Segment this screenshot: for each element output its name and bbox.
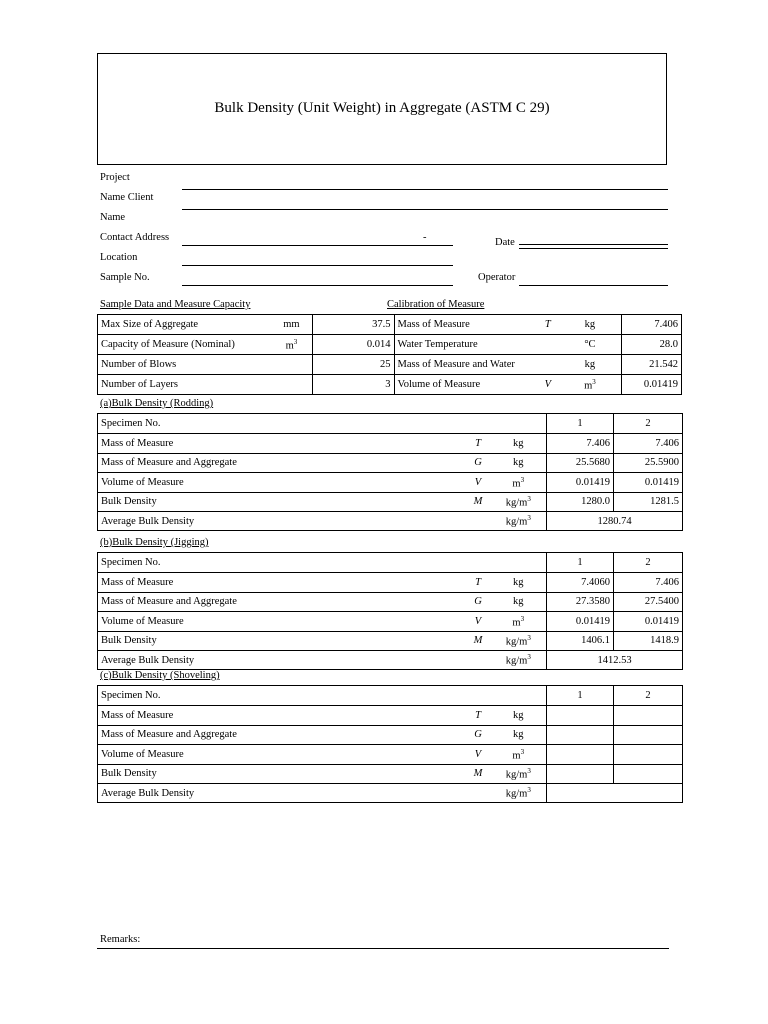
row-unit: kg: [491, 453, 547, 473]
specimen-1-value[interactable]: 0.01419: [547, 473, 614, 493]
specimen-2-value[interactable]: 0.01419: [614, 473, 683, 493]
average-row: [98, 651, 683, 670]
specimen-label: Specimen No.: [98, 553, 547, 573]
date-field[interactable]: [519, 244, 668, 245]
row-unit: $m^3$: [491, 612, 547, 632]
row-label: Volume of Measure: [98, 745, 466, 765]
sample-value[interactable]: 37.5: [312, 315, 394, 335]
specimen-1-value[interactable]: 25.5680: [547, 453, 614, 473]
density-row: [98, 573, 683, 593]
calibration-symbol: T: [537, 315, 558, 335]
density-row: [98, 725, 683, 745]
sample-value[interactable]: 3: [312, 375, 394, 395]
row-label: Bulk Density: [98, 631, 466, 651]
sample-label: Max Size of Aggregate: [98, 315, 271, 335]
density-row: [98, 612, 683, 632]
location-field[interactable]: [182, 265, 453, 266]
unit-superscript: 3: [520, 614, 525, 623]
specimen-1-value[interactable]: 7.406: [547, 434, 614, 454]
row-label: Mass of Measure: [98, 706, 466, 726]
specimen-2-value[interactable]: [614, 764, 683, 784]
unit-superscript: 3: [293, 337, 298, 346]
specimen-1-value[interactable]: 1406.1: [547, 631, 614, 651]
calibration-label: Water Temperature: [394, 335, 537, 355]
specimen-row: [98, 686, 683, 706]
calibration-symbol: [537, 335, 558, 355]
density-row: [98, 592, 683, 612]
specimen-1-value[interactable]: 7.4060: [547, 573, 614, 593]
calibration-unit: kg: [558, 315, 622, 335]
unit-superscript: 3: [592, 377, 596, 386]
section-title: (b)Bulk Density (Jigging): [100, 537, 209, 548]
average-row: [98, 784, 683, 803]
specimen-label: Specimen No.: [98, 414, 547, 434]
density-table: [97, 552, 683, 670]
average-symbol-cell: [466, 784, 491, 803]
row-unit: kg: [491, 706, 547, 726]
row-unit: $kg/m^3$: [491, 764, 547, 784]
title-box: [97, 53, 667, 165]
specimen-2-value[interactable]: 1281.5: [614, 492, 683, 512]
specimen-2: 2: [614, 686, 683, 706]
row-label: Mass of Measure and Aggregate: [98, 592, 466, 612]
remarks-field[interactable]: [97, 948, 669, 949]
remarks-label: Remarks:: [100, 934, 141, 945]
name-label: Name: [100, 212, 126, 223]
date-field-underline: [519, 248, 668, 249]
specimen-2-value[interactable]: 7.406: [614, 573, 683, 593]
row-unit: $kg/m^3$: [491, 492, 547, 512]
row-unit: $m^3$: [491, 745, 547, 765]
sample-row: [98, 355, 682, 375]
specimen-1-value[interactable]: 0.01419: [547, 612, 614, 632]
average-label: Average Bulk Density: [98, 512, 466, 531]
specimen-2-value[interactable]: 25.5900: [614, 453, 683, 473]
name-client-field[interactable]: [182, 209, 668, 210]
calibration-label: Mass of Measure and Water: [394, 355, 537, 375]
unit-superscript: 3: [527, 514, 531, 523]
sample-section-title: Sample Data and Measure Capacity: [100, 299, 251, 310]
row-symbol: M: [466, 764, 491, 784]
average-unit: $kg/m^3$: [491, 512, 547, 531]
unit-superscript: 3: [527, 767, 531, 775]
specimen-1: 1: [547, 686, 614, 706]
row-unit: kg: [491, 592, 547, 612]
density-row: [98, 745, 683, 765]
unit-superscript: 3: [527, 634, 531, 642]
specimen-1: 1: [547, 553, 614, 573]
average-unit: $kg/m^3$: [491, 784, 547, 803]
name-client-label: Name Client: [100, 192, 154, 203]
row-symbol: T: [466, 706, 491, 726]
specimen-row: [98, 553, 683, 573]
specimen-2-value[interactable]: [614, 706, 683, 726]
density-row: [98, 473, 683, 493]
calibration-section-title: Calibration of Measure: [387, 299, 485, 310]
row-label: Volume of Measure: [98, 473, 466, 493]
average-value[interactable]: 1412.53: [547, 651, 683, 670]
calibration-value[interactable]: 0.01419: [622, 375, 682, 395]
calibration-unit: °C: [558, 335, 622, 355]
specimen-row: [98, 414, 683, 434]
average-label: Average Bulk Density: [98, 784, 466, 803]
calibration-value[interactable]: 28.0: [622, 335, 682, 355]
density-table: [97, 685, 683, 803]
row-label: Bulk Density: [98, 492, 466, 512]
calibration-symbol: [537, 355, 558, 375]
sample-row: [98, 375, 682, 395]
specimen-1-value[interactable]: 1280.0: [547, 492, 614, 512]
sample-value[interactable]: 0.014: [312, 335, 394, 355]
sample-unit: mm: [271, 315, 312, 335]
average-unit: $kg/m^3$: [491, 651, 547, 670]
row-unit: $m^3$: [491, 473, 547, 493]
row-symbol: M: [466, 631, 491, 651]
row-symbol: M: [466, 492, 491, 512]
page-title: Bulk Density (Unit Weight) in Aggregate (ASTM C 29): [214, 100, 550, 116]
dash-text: -: [423, 232, 427, 243]
contact-address-label: Contact Address: [100, 232, 170, 243]
row-label: Mass of Measure and Aggregate: [98, 725, 466, 745]
operator-field[interactable]: [519, 285, 668, 286]
density-table: [97, 413, 683, 531]
density-row: [98, 453, 683, 473]
calibration-value[interactable]: 7.406: [622, 315, 682, 335]
row-symbol: G: [466, 453, 491, 473]
row-symbol: V: [466, 612, 491, 632]
row-symbol: G: [466, 725, 491, 745]
row-label: Mass of Measure and Aggregate: [98, 453, 466, 473]
date-label: Date: [495, 237, 515, 248]
specimen-2-value[interactable]: 27.5400: [614, 592, 683, 612]
row-unit: kg: [491, 434, 547, 454]
sample-data-table: [97, 314, 682, 395]
density-row: [98, 706, 683, 726]
specimen-1-value[interactable]: 27.3580: [547, 592, 614, 612]
sample-no-field[interactable]: [182, 285, 453, 286]
sample-value[interactable]: 25: [312, 355, 394, 375]
sample-row: [98, 315, 682, 335]
sample-no-label: Sample No.: [100, 272, 150, 283]
average-value[interactable]: [547, 784, 683, 803]
row-unit: $kg/m^3$: [491, 631, 547, 651]
row-unit: kg: [491, 725, 547, 745]
calibration-unit: kg: [558, 355, 622, 375]
density-row: [98, 434, 683, 454]
density-row: [98, 492, 683, 512]
sample-label: Number of Layers: [98, 375, 271, 395]
row-label: Volume of Measure: [98, 612, 466, 632]
calibration-label: Mass of Measure: [394, 315, 537, 335]
density-row: [98, 631, 683, 651]
contact-address-field[interactable]: [182, 245, 453, 246]
calibration-value[interactable]: 21.542: [622, 355, 682, 375]
specimen-1: 1: [547, 414, 614, 434]
sample-label: Capacity of Measure (Nominal): [98, 335, 271, 355]
sample-label: Number of Blows: [98, 355, 271, 375]
specimen-1-value[interactable]: [547, 725, 614, 745]
project-label: Project: [100, 172, 130, 183]
unit-superscript: 3: [527, 495, 531, 503]
average-label: Average Bulk Density: [98, 651, 466, 670]
unit-superscript: 3: [527, 653, 531, 662]
sample-unit: $m^3$: [271, 335, 312, 355]
average-symbol-cell: [466, 512, 491, 531]
project-field[interactable]: [182, 189, 668, 190]
unit-superscript: 3: [520, 475, 525, 484]
sample-unit: [271, 355, 312, 375]
row-symbol: G: [466, 592, 491, 612]
row-label: Mass of Measure: [98, 573, 466, 593]
row-symbol: T: [466, 434, 491, 454]
calibration-label: Volume of Measure: [394, 375, 537, 395]
row-unit: kg: [491, 573, 547, 593]
row-symbol: V: [466, 745, 491, 765]
specimen-2-value[interactable]: 1418.9: [614, 631, 683, 651]
density-row: [98, 764, 683, 784]
section-title: (c)Bulk Density (Shoveling): [100, 670, 220, 681]
specimen-2: 2: [614, 414, 683, 434]
specimen-1-value[interactable]: [547, 764, 614, 784]
specimen-2-value[interactable]: [614, 725, 683, 745]
row-label: Bulk Density: [98, 764, 466, 784]
section-title: (a)Bulk Density (Rodding): [100, 398, 214, 409]
specimen-2: 2: [614, 553, 683, 573]
calibration-symbol: V: [537, 375, 558, 395]
calibration-unit: $m^3$: [558, 375, 622, 395]
average-value[interactable]: 1280.74: [547, 512, 683, 531]
sample-unit: [271, 375, 312, 395]
specimen-2-value[interactable]: 7.406: [614, 434, 683, 454]
row-symbol: V: [466, 473, 491, 493]
unit-superscript: 3: [527, 786, 531, 795]
average-symbol-cell: [466, 651, 491, 670]
specimen-1-value[interactable]: [547, 745, 614, 765]
location-label: Location: [100, 252, 138, 263]
row-symbol: T: [466, 573, 491, 593]
sample-row: [98, 335, 682, 355]
average-row: [98, 512, 683, 531]
specimen-2-value[interactable]: 0.01419: [614, 612, 683, 632]
specimen-2-value[interactable]: [614, 745, 683, 765]
row-label: Mass of Measure: [98, 434, 466, 454]
specimen-1-value[interactable]: [547, 706, 614, 726]
unit-superscript: 3: [520, 747, 525, 756]
specimen-label: Specimen No.: [98, 686, 547, 706]
operator-label: Operator: [478, 272, 516, 283]
